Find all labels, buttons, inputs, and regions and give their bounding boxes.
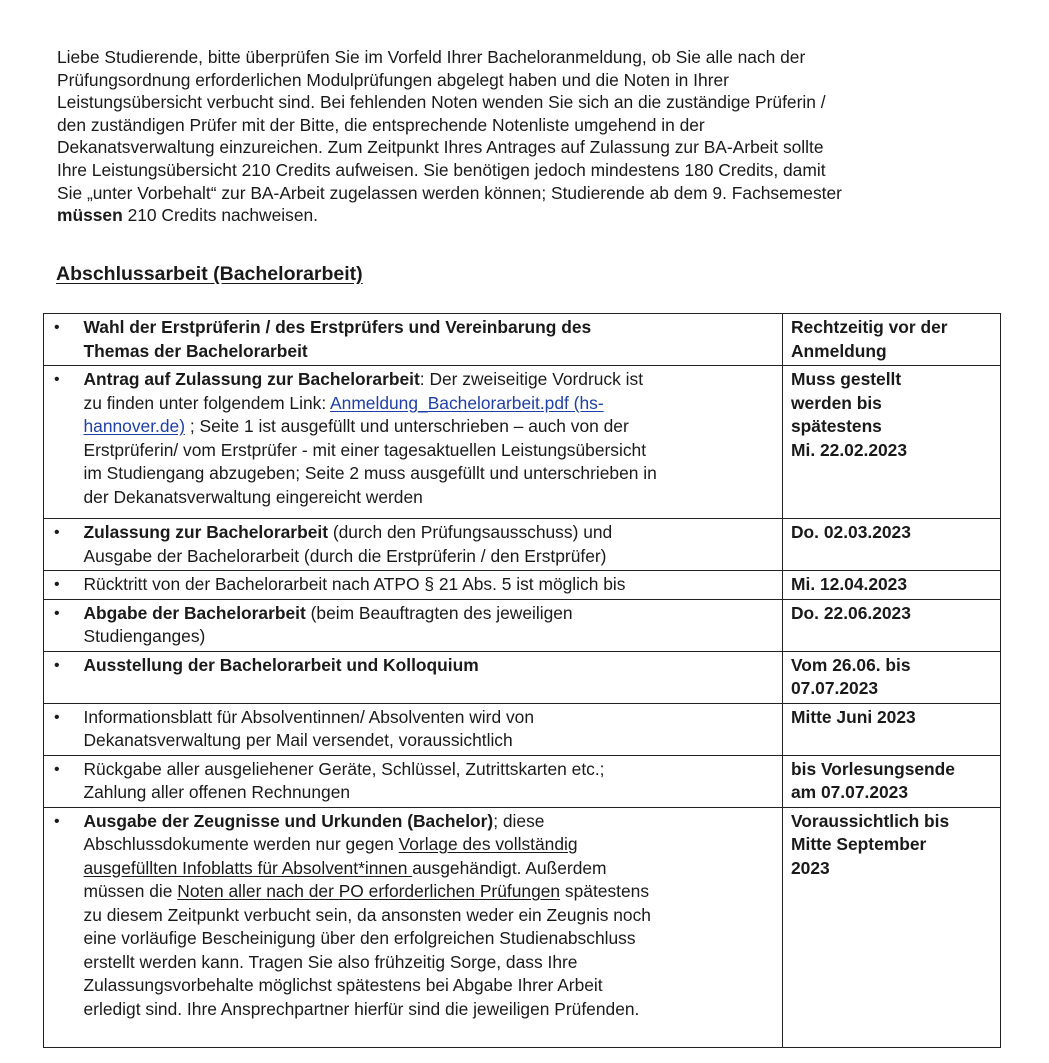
bullet-icon: • — [44, 519, 78, 571]
description-line: Themas der Bachelorarbeit — [83, 340, 308, 361]
deadline-line: Vom 26.06. bis — [791, 654, 911, 675]
schedule-table — [43, 313, 1001, 1048]
form-download-link[interactable]: hannover.de) — [83, 416, 186, 436]
intro-text: Sie „unter Vorbehalt“ zur BA-Arbeit zugelassen werden können; Studierende ab dem 9. Fachsemester — [57, 182, 842, 203]
intro-line — [57, 46, 1007, 69]
deadline-line: Muss gestellt — [791, 369, 902, 389]
intro-emphasis: müssen — [57, 205, 123, 226]
bullet-icon: • — [44, 651, 78, 703]
description-text: (durch den Prüfungsausschuss) und — [328, 522, 613, 542]
table-row — [44, 571, 1001, 600]
table-row — [44, 755, 1001, 807]
bullet-icon: • — [44, 599, 78, 651]
row-description — [78, 571, 783, 600]
row-deadline — [783, 571, 1001, 600]
description-line: Rücktritt von der Bachelorarbeit nach ATPO § 21 Abs. 5 ist möglich bis — [83, 574, 626, 594]
description-line: Dekanatsverwaltung per Mail versendet, voraussichtlich — [83, 730, 513, 750]
row-deadline — [783, 599, 1001, 651]
description-emphasis: Abgabe der Bachelorarbeit — [83, 602, 306, 623]
description-line: Studienganges) — [83, 626, 206, 646]
table-row — [44, 519, 1001, 571]
description-line: eine vorläufige Bescheinigung über den erfolgreichen Studienabschluss — [83, 928, 636, 948]
section-heading: Abschlussarbeit (Bachelorarbeit) — [56, 263, 363, 285]
bullet-icon: • — [44, 571, 78, 600]
intro-line — [57, 159, 1007, 182]
deadline-line: Mi. 22.02.2023 — [791, 439, 908, 460]
row-deadline — [783, 755, 1001, 807]
description-text: zu finden unter folgendem Link: — [83, 392, 331, 413]
description-line — [84, 392, 775, 416]
row-description — [78, 314, 783, 366]
bullet-icon: • — [44, 703, 78, 755]
deadline-line: 2023 — [791, 857, 830, 878]
table-row — [44, 599, 1001, 651]
row-deadline — [783, 519, 1001, 571]
description-line: Erstprüferin/ vom Erstprüfer - mit einer tagesaktuellen Leistungsübersicht — [83, 439, 647, 460]
row-description — [78, 703, 783, 755]
deadline-line: Anmeldung — [791, 340, 887, 361]
deadline-line: 07.07.2023 — [791, 678, 879, 698]
row-deadline — [783, 807, 1001, 1047]
row-description — [78, 651, 783, 703]
deadline-line: Mitte September — [791, 834, 927, 854]
bullet-icon: • — [44, 366, 78, 519]
row-description — [78, 519, 783, 571]
description-text: ; Seite 1 ist ausgefüllt und unterschrieben – auch von der — [185, 416, 629, 436]
description-line — [84, 857, 775, 881]
description-line — [84, 368, 775, 392]
description-line: Rückgabe aller ausgeliehener Geräte, Schlüssel, Zutrittskarten etc.; — [83, 758, 605, 779]
bullet-icon: • — [44, 807, 78, 1047]
description-line — [84, 810, 775, 834]
description-underlined: Vorlage des vollständig — [398, 834, 578, 854]
description-text: spätestens — [560, 881, 650, 901]
deadline-line: Mi. 12.04.2023 — [791, 574, 908, 594]
deadline-line: Mitte Juni 2023 — [791, 706, 916, 727]
description-line: Zulassungsvorbehalte möglichst spätestens bei Abgabe Ihrer Arbeit — [83, 975, 603, 995]
description-line: zu diesem Zeitpunkt verbucht sein, da ansonsten weder ein Zeugnis noch — [83, 904, 651, 925]
intro-line — [57, 136, 1007, 159]
description-text: (beim Beauftragten des jeweiligen — [305, 602, 573, 623]
row-deadline — [783, 366, 1001, 519]
deadline-line: Rechtzeitig vor der — [791, 317, 948, 337]
bullet-icon: • — [44, 755, 78, 807]
description-line: Ausstellung der Bachelorarbeit und Kolloquium — [83, 654, 479, 675]
form-download-link[interactable]: Anmeldung_Bachelorarbeit.pdf (hs- — [330, 392, 604, 413]
intro-line — [57, 91, 1007, 114]
intro-paragraph — [57, 46, 1007, 227]
description-line — [84, 833, 775, 857]
description-line: Zahlung aller offenen Rechnungen — [83, 782, 351, 802]
description-text: : Der zweiseitige Vordruck ist — [419, 369, 644, 389]
description-emphasis: Zulassung zur Bachelorarbeit — [83, 522, 328, 542]
table-row — [44, 314, 1001, 366]
description-text: Abschlussdokumente werden nur gegen — [83, 834, 399, 854]
description-text: ; diese — [493, 810, 545, 831]
row-description — [78, 755, 783, 807]
deadline-line: Do. 02.03.2023 — [791, 522, 911, 542]
deadline-line: am 07.07.2023 — [791, 782, 909, 802]
description-line: im Studiengang abzugeben; Seite 2 muss ausgefüllt und unterschrieben in — [83, 463, 657, 483]
row-deadline — [783, 703, 1001, 755]
deadline-line: bis Vorlesungsende — [791, 758, 955, 779]
row-description — [78, 807, 783, 1047]
description-line: Informationsblatt für Absolventinnen/ Absolventen wird von — [83, 706, 534, 727]
intro-line — [57, 204, 1007, 227]
deadline-line: spätestens — [791, 416, 882, 436]
intro-line — [57, 69, 1007, 92]
description-text: ausgehändigt. Außerdem — [412, 857, 607, 878]
deadline-line: werden bis — [791, 392, 882, 413]
description-emphasis: Antrag auf Zulassung zur Bachelorarbeit — [83, 369, 420, 389]
row-description — [78, 366, 783, 519]
description-underlined: ausgefüllten Infoblatts für Absolvent*innen — [83, 857, 413, 878]
table-row — [44, 651, 1001, 703]
table-row — [44, 366, 1001, 519]
row-description — [78, 599, 783, 651]
deadline-line: Do. 22.06.2023 — [791, 602, 911, 623]
intro-text: Leistungsübersicht verbucht sind. Bei fehlenden Noten wenden Sie sich an die zuständige Prüferin / — [57, 92, 826, 113]
intro-line — [57, 182, 1007, 205]
description-line — [84, 415, 775, 439]
table-row — [44, 703, 1001, 755]
description-underlined: Noten aller nach der PO erforderlichen Prüfungen — [177, 881, 561, 901]
description-line — [84, 602, 775, 626]
description-text: müssen die — [83, 881, 178, 901]
description-line: der Dekanatsverwaltung eingereicht werden — [83, 486, 423, 507]
bullet-icon: • — [44, 314, 78, 366]
intro-text: Prüfungsordnung erforderlichen Modulprüfungen abgelegt haben und die Noten in Ihrer — [57, 69, 729, 90]
intro-text: Dekanatsverwaltung einzureichen. Zum Zeitpunkt Ihres Antrages auf Zulassung zur BA-Arbeit sollte — [57, 137, 824, 158]
intro-text: Liebe Studierende, bitte überprüfen Sie im Vorfeld Ihrer Bacheloranmeldung, ob Sie alle nach der — [57, 47, 806, 67]
row-deadline — [783, 314, 1001, 366]
table-row — [44, 807, 1001, 1047]
intro-text: Ihre Leistungsübersicht 210 Credits aufweisen. Sie benötigen jedoch mindestens 180 Credits, damit — [57, 159, 826, 180]
description-emphasis: Ausgabe der Zeugnisse und Urkunden (Bachelor) — [83, 810, 494, 831]
intro-text: 210 Credits nachweisen. — [122, 205, 319, 226]
row-deadline — [783, 651, 1001, 703]
description-line — [84, 521, 775, 545]
description-line — [84, 880, 775, 904]
deadline-line: Voraussichtlich bis — [791, 810, 950, 831]
description-line: erledigt sind. Ihre Ansprechpartner hierfür sind die jeweiligen Prüfenden. — [83, 998, 640, 1019]
intro-line — [57, 114, 1007, 137]
description-line: Wahl der Erstprüferin / des Erstprüfers und Vereinbarung des — [83, 317, 592, 337]
intro-text: den zuständigen Prüfer mit der Bitte, die entsprechende Notenliste umgehend in der — [57, 114, 705, 135]
description-line: Ausgabe der Bachelorarbeit (durch die Erstprüferin / den Erstprüfer) — [83, 545, 607, 566]
description-line: erstellt werden kann. Tragen Sie also frühzeitig Sorge, dass Ihre — [83, 951, 578, 972]
